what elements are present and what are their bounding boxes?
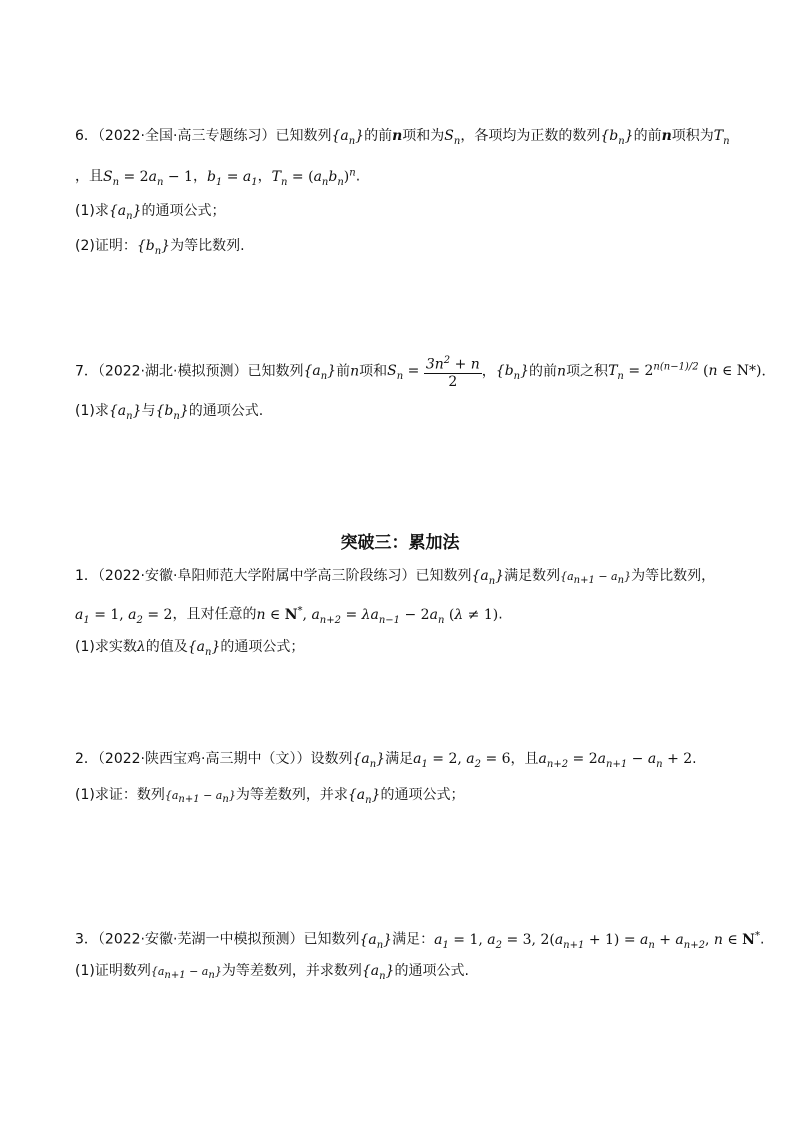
formula: $a_1 = 2$, $a_2 = 6$ bbox=[413, 751, 511, 770]
q6-text: 项积为 bbox=[671, 128, 714, 144]
part-text: 的通项公式； bbox=[380, 787, 465, 803]
q6-number: 6． bbox=[75, 128, 98, 144]
formula: n bbox=[661, 128, 672, 144]
q6-text: 的前 bbox=[633, 128, 662, 144]
formula: n bbox=[350, 363, 360, 380]
b1-text: 为等比数列， bbox=[631, 568, 716, 584]
formula: $\{a_{n+1} - a_n\}$ bbox=[164, 789, 236, 806]
formula: $\{a_{n+1} - a_n\}$ bbox=[150, 965, 222, 982]
formula: n bbox=[392, 128, 403, 144]
q6-text: . bbox=[355, 168, 361, 185]
formula: $T_n = 2^{n(n-1)/2}$ (n ∈ N*) bbox=[608, 361, 762, 383]
b3-text: . bbox=[759, 931, 765, 948]
formula: $\{a_n\}$ bbox=[352, 751, 386, 770]
part-label: (1)求 bbox=[75, 203, 109, 219]
q7-line1 bbox=[75, 353, 776, 390]
formula: $\{a_n\}$ bbox=[359, 931, 393, 951]
q7-text: 项之积 bbox=[566, 363, 609, 380]
b3-text: 已知数列 bbox=[303, 931, 360, 948]
formula: $T_n = (a_nb_n)^n$ bbox=[271, 167, 356, 188]
q6-text: ，且 bbox=[75, 168, 103, 185]
formula: $S_n$ = $\frac{3n^2 + n}{2}$ bbox=[387, 355, 480, 390]
q6-text: 项和为 bbox=[402, 128, 445, 144]
part-label: (1)求证：数列 bbox=[75, 787, 165, 803]
b1-text: . bbox=[498, 606, 503, 623]
q6-text: ，各项均为正数的数列 bbox=[460, 128, 601, 144]
formula: $\{a_n\}$ bbox=[347, 787, 381, 806]
section-heading: 突破三：累加法 bbox=[340, 533, 460, 553]
q6-line1 bbox=[75, 125, 740, 153]
formula: $\{a_{n+1} - a_n\}$ bbox=[560, 570, 632, 587]
b2-number: 2． bbox=[75, 751, 98, 767]
part-text: 的通项公式； bbox=[141, 203, 226, 219]
part-label: (1)证明数列 bbox=[75, 963, 151, 979]
formula: $\{a_n\}$ bbox=[471, 568, 505, 587]
b3-part1 bbox=[75, 960, 740, 988]
q7-text: 的前 bbox=[529, 363, 558, 380]
q6-line2 bbox=[75, 162, 740, 193]
part-text: 的通项公式； bbox=[220, 639, 305, 655]
formula: n ∈ N*, $a_{n+2} = \lambda a_{n-1} - 2a_n$ (λ ≠ 1) bbox=[256, 605, 499, 626]
q6-part2 bbox=[75, 235, 740, 263]
formula: $a_1 = 1$, $a_2 = 3$, $2(a_{n+1} + 1) = a_n + a_{n+2}$, n ∈ N* bbox=[434, 930, 760, 951]
formula: $\{a_n\}$ bbox=[303, 363, 337, 383]
q7-text: 项和 bbox=[359, 363, 388, 380]
b2-text: 满足 bbox=[385, 751, 414, 767]
b2-line1 bbox=[75, 748, 740, 776]
b2-source: （2022·陕西宝鸡·高三期中（文）） bbox=[97, 751, 311, 767]
b2-text: 设数列 bbox=[310, 751, 353, 767]
b2-text: . bbox=[692, 751, 697, 767]
b1-text: 已知数列 bbox=[415, 568, 472, 584]
formula: $\{a_n\}$ bbox=[108, 203, 142, 222]
part-label: (1)求实数 bbox=[75, 639, 137, 655]
part-label: (2)证明： bbox=[75, 238, 137, 254]
part-text: 为等比数列. bbox=[170, 238, 245, 254]
formula: $\{a_n\}$ bbox=[331, 128, 365, 147]
q6-text: ， bbox=[192, 168, 207, 185]
b1-source: （2022·安徽·阜阳师范大学附属中学高三阶段练习） bbox=[97, 568, 416, 584]
b1-line2 bbox=[75, 600, 740, 631]
q7-text: ， bbox=[481, 363, 496, 380]
part-text: 与 bbox=[141, 403, 156, 419]
formula: $b_1 = a_1$ bbox=[206, 168, 258, 188]
q6-part1 bbox=[75, 200, 740, 228]
q6-source: （2022·全国·高三专题练习） bbox=[97, 128, 276, 144]
formula: $T_n$ bbox=[713, 128, 730, 147]
q7-text: 已知数列 bbox=[247, 363, 304, 380]
q6-text: ， bbox=[257, 168, 272, 185]
part-text: 的值及 bbox=[145, 639, 188, 655]
q6-text: 已知数列 bbox=[275, 128, 332, 144]
formula: $\{b_n\}$ bbox=[136, 238, 171, 257]
b3-text: 满足： bbox=[392, 931, 435, 948]
formula: $\{b_n\}$ bbox=[495, 363, 530, 383]
formula: $S_n = 2a_n - 1$ bbox=[103, 168, 193, 188]
part-text: 为等差数列，并求数列 bbox=[221, 963, 362, 979]
q7-text: 前 bbox=[336, 363, 351, 380]
b1-number: 1． bbox=[75, 568, 98, 584]
b2-part1 bbox=[75, 784, 740, 812]
part-text: 为等差数列，并求 bbox=[235, 787, 348, 803]
b1-line1 bbox=[75, 565, 740, 593]
part-text: 的通项公式. bbox=[394, 963, 469, 979]
part-label: (1)求 bbox=[75, 403, 109, 419]
b3-line1 bbox=[75, 925, 765, 956]
q7-part1 bbox=[75, 400, 740, 428]
formula: $\{b_n\}$ bbox=[155, 403, 189, 422]
b1-text: ，且对任意的 bbox=[172, 606, 257, 623]
b3-source: （2022·安徽·芜湖一中模拟预测） bbox=[97, 931, 304, 948]
formula: $S_n$ bbox=[444, 128, 461, 147]
formula: $a_1 = 1$, $a_2 = 2$ bbox=[75, 606, 173, 626]
formula: $\{a_n\}$ bbox=[108, 403, 142, 422]
formula: $a_{n+2} = 2a_{n+1} - a_n + 2$ bbox=[538, 751, 693, 770]
q7-text: ． bbox=[761, 363, 776, 380]
formula: $\{a_n\}$ bbox=[361, 963, 395, 982]
formula: $\{a_n\}$ bbox=[187, 639, 221, 658]
q6-text: 的前 bbox=[364, 128, 393, 144]
b2-text: ，且 bbox=[510, 751, 539, 767]
formula: $\{b_n\}$ bbox=[600, 128, 634, 147]
q7-number: 7． bbox=[75, 363, 98, 380]
formula: n bbox=[557, 363, 567, 380]
b1-text: 满足数列 bbox=[504, 568, 561, 584]
part-text: 的通项公式. bbox=[188, 403, 264, 419]
formula: λ bbox=[136, 639, 146, 655]
b1-part1 bbox=[75, 636, 740, 664]
b3-number: 3． bbox=[75, 931, 98, 948]
q7-source: （2022·湖北·模拟预测） bbox=[97, 363, 248, 380]
